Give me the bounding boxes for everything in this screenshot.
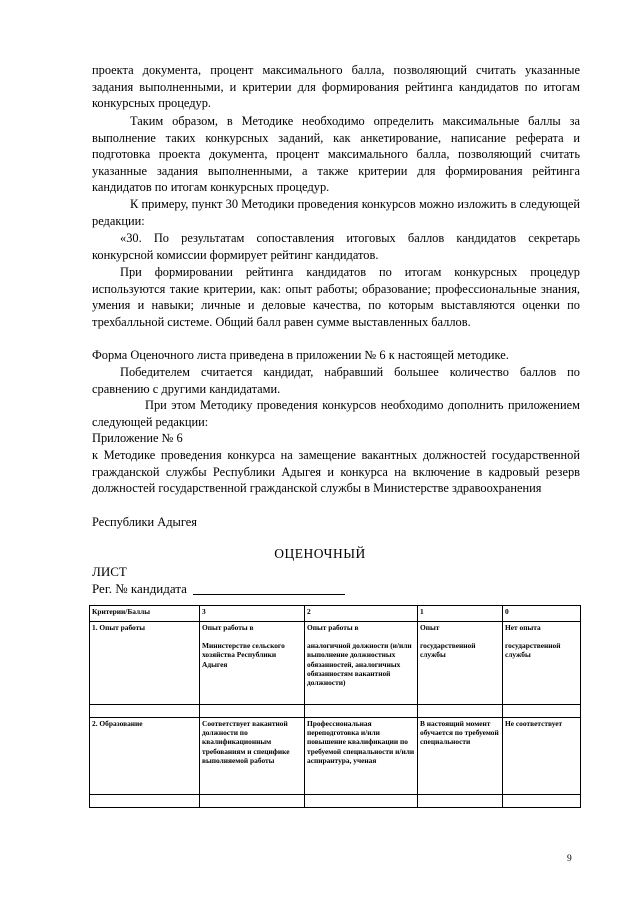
- experience-score-1: [418, 622, 503, 705]
- experience-1-body: государственной службы: [420, 641, 476, 660]
- education-score-0: Не соответствует: [503, 718, 581, 795]
- criterion-education: 2. Образование: [90, 718, 200, 795]
- education-score-3: Соответствует вакантной должности по квалификационным требованиям и специфике выполняемой работы: [200, 718, 305, 795]
- experience-3-body: Министерстве сельского хозяйства Республики Адыгея: [202, 641, 285, 669]
- paragraph-8: При этом Методику проведения конкурсов необходимо дополнить приложением следующей редакции:: [92, 398, 580, 429]
- form-subtitle: ЛИСТ: [92, 564, 127, 579]
- criterion-experience: 1. Опыт работы: [90, 622, 200, 705]
- header-criteria: Критерии/Баллы: [90, 606, 200, 622]
- experience-score-2: [305, 622, 418, 705]
- evaluation-table: [89, 605, 581, 808]
- paragraph-1: проекта документа, процент максимального балла, позволяющий считать указанные задания выполненными, и критерии для формирования рейтинга кандидатов по итогам конкурсных процедур.: [92, 63, 580, 111]
- header-score-2: 2: [305, 606, 418, 622]
- experience-2-body: аналогичной должности (и/или выполнение должностных обязанностей, аналогичных обязанностям вакантной должности): [307, 641, 412, 688]
- experience-3-title: Опыт работы в: [202, 623, 254, 632]
- appendix-label: Приложение № 6: [92, 431, 183, 445]
- paragraph-3: К примеру, пункт 30 Методики проведения конкурсов можно изложить в следующей редакции:: [92, 197, 580, 228]
- experience-score-3: [200, 622, 305, 705]
- table-row: [90, 622, 581, 705]
- registration-label: Рег. № кандидата: [92, 581, 187, 596]
- table-row: [90, 795, 581, 808]
- table-row: [90, 705, 581, 718]
- registration-number: [92, 581, 345, 597]
- paragraph-7: Победителем считается кандидат, набравший большее количество баллов по сравнению с другими кандидатами.: [92, 365, 580, 396]
- paragraph-5: При формировании рейтинга кандидатов по итогам конкурсных процедур используются такие критерии, как: опыт работы; образование; профессиональные знания, умения и навыки; личные и деловые качества, по которым выставляются оценки по трехбалльной системе. Общий балл равен сумме выставленных баллов.: [92, 265, 580, 329]
- paragraph-6: Форма Оценочного листа приведена в приложении № 6 к настоящей методике.: [92, 348, 509, 362]
- paragraph-2: Таким образом, в Методике необходимо определить максимальные баллы за выполнение таких конкурсных заданий, как анкетирование, написание реферата и подготовка проекта документа, процент максимального балла, позволяющий считать указанные задания выполненными, а также критерии для формирования рейтинга кандидатов по итогам конкурсных процедур.: [92, 114, 580, 195]
- header-score-3: 3: [200, 606, 305, 622]
- experience-2-title: Опыт работы в: [307, 623, 359, 632]
- page-number: 9: [567, 854, 572, 864]
- table-header-row: [90, 606, 581, 622]
- header-score-0: 0: [503, 606, 581, 622]
- experience-0-title: Нет опыта: [505, 623, 541, 632]
- experience-score-0: [503, 622, 581, 705]
- paragraph-4: «30. По результатам сопоставления итоговых баллов кандидатов секретарь конкурсной комиссии формирует рейтинг кандидатов.: [92, 231, 580, 262]
- education-score-1: В настоящий момент обучается по требуемой специальности: [418, 718, 503, 795]
- registration-blank-line: [193, 593, 345, 595]
- form-title: ОЦЕНОЧНЫЙ: [274, 546, 366, 561]
- appendix-region: Республики Адыгея: [92, 515, 197, 529]
- experience-0-body: государственной службы: [505, 641, 561, 660]
- appendix-description: к Методике проведения конкурса на замещение вакантных должностей государственной гражданской службы Республики Адыгея и конкурса на включение в кадровый резерв должностей государственной гражданской службы в Министерстве здравоохранения: [92, 448, 580, 496]
- education-score-2: Профессиональная переподготовка и/или повышение квалификации по требуемой специальности и/или аспирантура, ученая: [305, 718, 418, 795]
- experience-1-title: Опыт: [420, 623, 440, 632]
- header-score-1: 1: [418, 606, 503, 622]
- table-row: [90, 718, 581, 795]
